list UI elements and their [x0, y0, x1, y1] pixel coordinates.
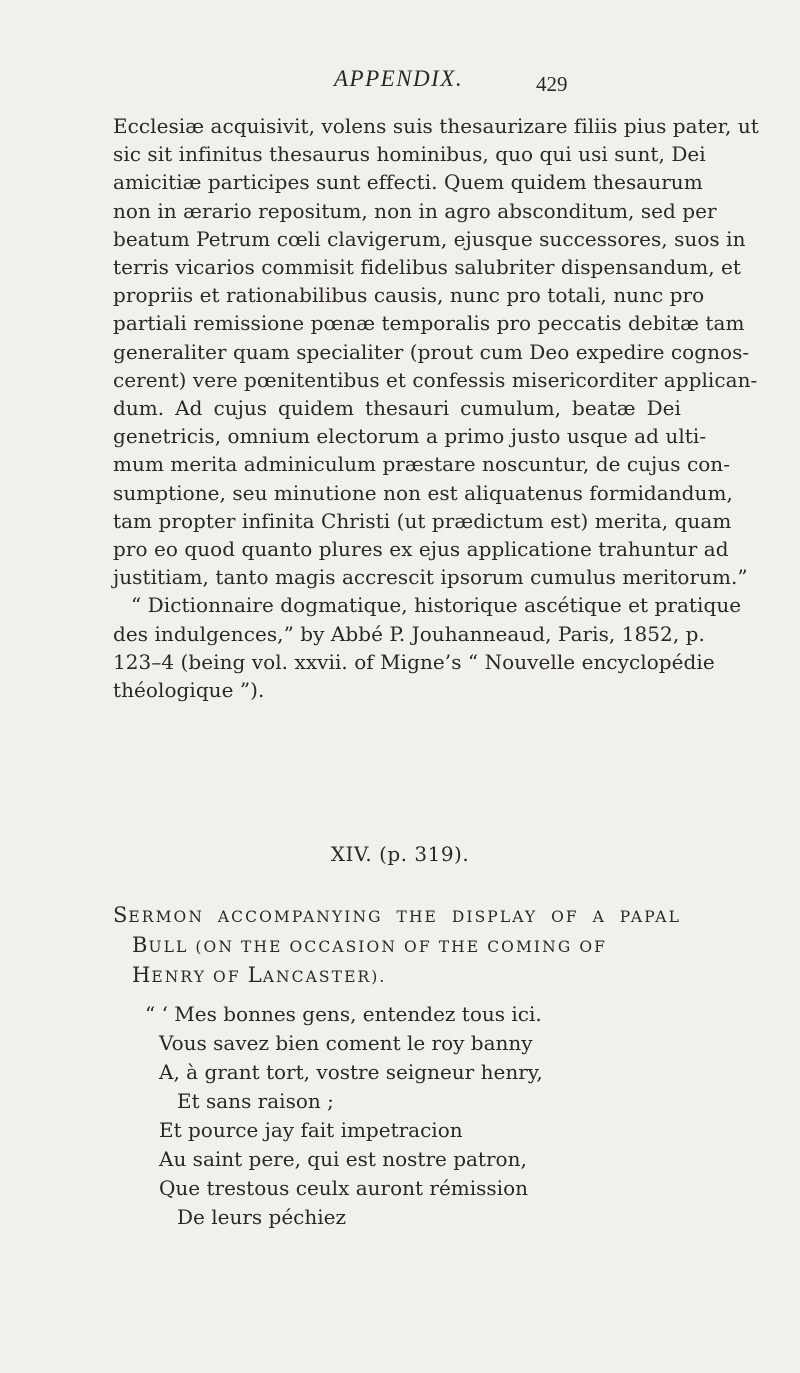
- verse-line: Vous savez bien coment le roy banny: [159, 1031, 533, 1055]
- text-line: genetricis, omnium electorum a primo justo usque ad ulti-: [113, 424, 707, 449]
- heading-initial: S: [113, 903, 129, 927]
- text-line: justitiam, tanto magis accrescit ipsorum cumulus meritorum.”: [113, 565, 748, 590]
- heading-initial: L: [247, 963, 263, 987]
- verse-line: Que trestous ceulx auront rémission: [159, 1176, 528, 1200]
- verse-line: Et pource jay fait impetracion: [159, 1118, 463, 1142]
- text-line: amicitiæ participes sunt effecti. Quem quidem thesaurum: [113, 170, 703, 195]
- heading-initial: B: [132, 933, 149, 957]
- citation-line: 123–4 (being vol. xxvii. of Migne’s “ Nouvelle encyclopédie: [113, 649, 715, 674]
- text-line: partiali remissione pœnæ temporalis pro peccatis debitæ tam: [113, 311, 745, 336]
- verse-line: A, à grant tort, vostre seigneur henry,: [159, 1060, 543, 1084]
- text-line: sumptione, seu minutione non est aliquatenus formidandum,: [113, 480, 733, 505]
- running-header: [0, 62, 800, 96]
- text-line: generaliter quam specialiter (prout cum Deo expedire cognos-: [113, 339, 750, 364]
- text-line: dum. Ad cujus quidem thesauri cumulum, beatæ Dei: [113, 396, 681, 421]
- text-line: non in ærario repositum, non in agro absconditum, sed per: [113, 198, 717, 223]
- heading-initial: H: [132, 963, 152, 987]
- text-line: terris vicarios commisit fidelibus salubriter dispensandum, et: [113, 255, 742, 280]
- text-line: sic sit infinitus thesaurus hominibus, quo qui usi sunt, Dei: [113, 142, 706, 167]
- text-line: pro eo quod quanto plures ex ejus applicatione trahuntur ad: [113, 537, 729, 562]
- heading-text: ULL (ON THE OCCASION OF THE COMING OF: [148, 938, 607, 956]
- section-number: XIV. (p. 319).: [330, 842, 470, 866]
- text-line: propriis et rationabilibus causis, nunc pro totali, nunc pro: [113, 283, 705, 308]
- citation-line: “ Dictionnaire dogmatique, historique ascétique et pratique: [131, 593, 742, 618]
- heading-text: ANCASTER).: [262, 968, 387, 986]
- verse-line: De leurs péchiez: [177, 1205, 347, 1229]
- running-title: APPENDIX.: [334, 66, 464, 91]
- heading-line: [113, 961, 681, 991]
- heading-text: ERMON ACCOMPANYING THE DISPLAY OF A PAPAL: [128, 908, 681, 926]
- text-line: beatum Petrum cœli clavigerum, ejusque successores, suos in: [113, 226, 746, 251]
- body-text: [113, 112, 759, 704]
- page-number: 429: [536, 72, 568, 96]
- text-line: cerent) vere pœnitentibus et confessis misericorditer applican-: [113, 367, 758, 392]
- citation-line: des indulgences,” by Abbé P. Jouhanneaud, Paris, 1852, p.: [113, 621, 705, 646]
- section-heading: [113, 901, 681, 991]
- verse-line: “ ‘ Mes bonnes gens, entendez tous ici.: [145, 1002, 542, 1026]
- text-line: tam propter infinita Christi (ut prædictum est) merita, quam: [113, 508, 732, 533]
- text-line: Ecclesiæ acquisivit, volens suis thesaurizare filiis pius pater, ut: [113, 114, 759, 138]
- citation-line: théologique ”).: [113, 678, 265, 703]
- verse-line: Au saint pere, qui est nostre patron,: [159, 1147, 527, 1171]
- verse-line: Et sans raison ;: [177, 1089, 334, 1113]
- heading-line: [113, 931, 681, 961]
- text-line: mum merita adminiculum præstare noscuntur, de cujus con-: [113, 452, 731, 477]
- heading-line: [113, 901, 681, 931]
- heading-text: ENRY OF: [151, 968, 248, 986]
